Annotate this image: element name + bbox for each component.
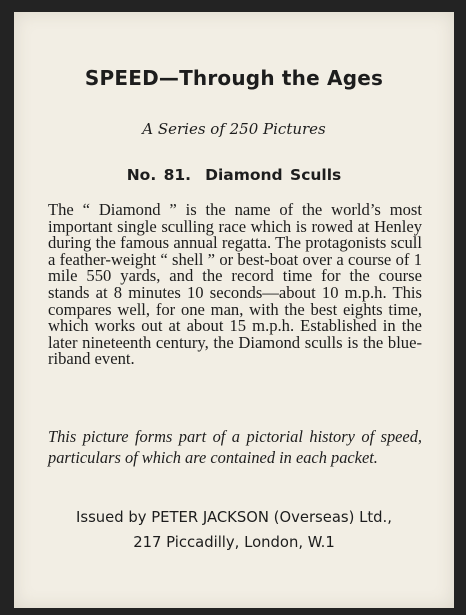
- card-number: No. 81.: [126, 166, 192, 184]
- issuer-line: Issued by PETER JACKSON (Overseas) Ltd.,: [76, 509, 392, 526]
- issuer-block: [14, 506, 454, 555]
- card-description: The “ Diamond ” is the name of the world’s most important single sculling race which is rowed at Henley during the famous annual regatta. The protagonists scull a feather-weight “ shell ” or best-boat over a course of 1 mile 550 yards, and the record time for the course stands at 8 minutes 10 seconds—about 10 m.p.h. This compares well, for one man, with the best eights time, which works out at about 15 m.p.h. Established in the later nineteenth century, the Diamond sculls is the blue-riband event.: [48, 200, 422, 369]
- cigarette-card-back: [14, 12, 454, 608]
- series-subtitle: A Series of 250 Pictures: [142, 120, 326, 138]
- card-heading: [14, 166, 454, 184]
- series-title: SPEED—Through the Ages: [84, 66, 384, 90]
- address-line: 217 Piccadilly, London, W.1: [133, 533, 335, 551]
- series-note: This picture forms part of a pictorial history of speed, particulars of which are contained in each packet.: [48, 427, 422, 467]
- card-title: Diamond Sculls: [205, 166, 342, 184]
